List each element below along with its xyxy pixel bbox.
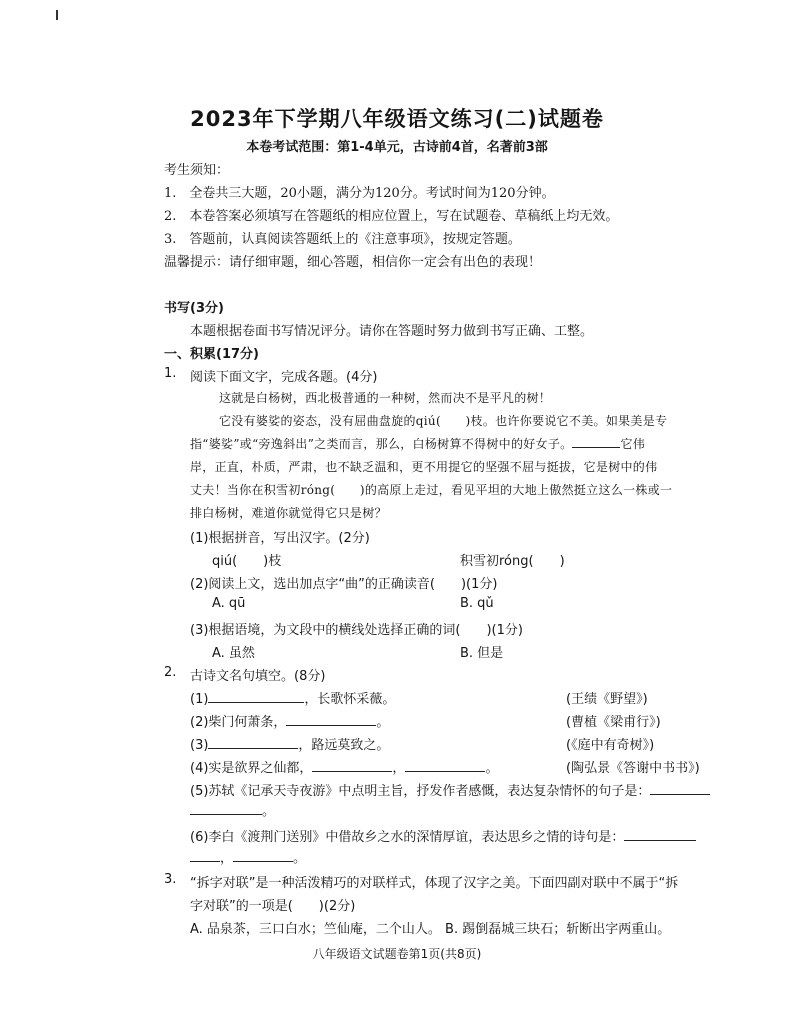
q2-blank-4a[interactable] — [312, 759, 392, 772]
q2-line-4 — [190, 757, 498, 776]
q2-blank-6c[interactable] — [233, 849, 293, 862]
q2-line-3 — [190, 734, 389, 753]
q2-line-6-comma: ， — [220, 851, 234, 866]
q2-line-2-end: 。 — [376, 715, 390, 730]
section1-heading: 一、积累(17分) — [164, 347, 259, 362]
q2-line-5-text: (5)苏轼《记承天寺夜游》中点明主旨，抒发作者感慨，表达复杂情怀的句子是： — [190, 784, 651, 799]
passage-line-4: 岸，正直，朴质，严肃，也不缺乏温和，更不用提它的坚强不屈与挺拔，它是树中的伟 — [190, 460, 658, 474]
q2-source-1: (王绩《野望》) — [566, 692, 648, 707]
q2-line-3-text: ，路远莫致之。 — [298, 738, 390, 753]
q1-sub3-option-b[interactable]: B. 但是 — [460, 646, 504, 661]
q2-line-4-comma: ， — [392, 761, 406, 776]
q2-stem: 古诗文名句填空。(8分) — [190, 669, 326, 684]
q2-source-2: (曹植《梁甫行》) — [566, 715, 661, 730]
passage-blank[interactable] — [572, 435, 620, 448]
q2-number: 2. — [164, 665, 177, 680]
exam-scope: 本卷考试范围：第1-4单元，古诗前4首，名著前3部 — [246, 140, 548, 155]
q2-line-4-text: (4)实是欲界之仙都， — [190, 761, 313, 776]
writing-text: 本题根据卷面书写情况评分。请你在答题时努力做到书写正确、工整。 — [190, 324, 594, 339]
q3-line-1: “拆字对联”是一种活泼精巧的对联样式，体现了汉字之美。下面四副对联中不属于“拆 — [190, 876, 679, 891]
q2-source-3: (《庭中有奇树》) — [566, 738, 655, 753]
page-title: 2023年下学期八年级语文练习(二)试题卷 — [190, 107, 604, 131]
q2-line-6 — [190, 826, 696, 845]
notice-item-2: 2. 本卷答案必须填写在答题纸的相应位置上，写在试题卷、草稿纸上均无效。 — [164, 209, 619, 224]
q2-source-4: (陶弘景《答谢中书书》) — [566, 761, 700, 776]
q2-blank-3[interactable] — [208, 736, 298, 749]
q3-line-2: 字对联”的一项是( )(2分) — [190, 899, 356, 914]
notice-item-3: 3. 答题前，认真阅读答题纸上的《注意事项》，按规定答题。 — [164, 232, 521, 247]
q1-sub2-option-a[interactable]: A. qū — [212, 596, 246, 611]
q2-line-2-text: (2)柴门何萧条， — [190, 715, 287, 730]
q2-line-2 — [190, 711, 389, 730]
q1-sub2: (2)阅读上文，选出加点字“曲”的正确读音( )(1分) — [190, 577, 498, 592]
q2-line-1-label: (1) — [190, 692, 209, 707]
q2-blank-2[interactable] — [286, 713, 376, 726]
passage-line-3-text: 指“婆娑”或“旁逸斜出”之类而言，那么，白杨树算不得树中的好女子。 — [190, 437, 573, 451]
q1-sub1-a[interactable]: qiú( )枝 — [212, 554, 282, 569]
passage-line-5: 丈夫！当你在积雪初róng( )的高原上走过，看见平坦的大地上傲然挺立这么一株或一 — [190, 483, 673, 497]
q1-sub1-b[interactable]: 积雪初róng( ) — [460, 554, 565, 569]
q1-number: 1. — [164, 366, 177, 381]
q2-line-6-cont — [190, 847, 306, 866]
notice-item-1: 1. 全卷共三大题，20小题，满分为120分。考试时间为120分钟。 — [164, 186, 555, 201]
q2-line-4-end: 。 — [485, 761, 499, 776]
q3-number: 3. — [164, 872, 177, 887]
q2-line-6-text: (6)李白《渡荆门送别》中借故乡之水的深情厚谊，表达思乡之情的诗句是： — [190, 830, 625, 845]
passage-line-3-end: 它伟 — [620, 437, 646, 451]
q2-line-5-end: 。 — [262, 804, 276, 819]
q3-options[interactable]: A. 品泉茶，三口白水；竺仙庵，二个山人。 B. 踢倒磊城三块石；斩断出字两重山。 — [190, 922, 671, 937]
q1-stem: 阅读下面文字，完成各题。(4分) — [190, 370, 378, 385]
writing-heading: 书写(3分) — [164, 301, 224, 316]
page-footer: 八年级语文试题卷第1页(共8页) — [312, 947, 482, 961]
notice-heading: 考生须知： — [164, 163, 230, 178]
q2-line-3-label: (3) — [190, 738, 209, 753]
passage-line-3 — [190, 435, 645, 452]
q2-blank-6a[interactable] — [624, 828, 696, 841]
q2-blank-1[interactable] — [208, 690, 304, 703]
q2-line-5 — [190, 780, 710, 799]
passage-line-1: 这就是白杨树，西北极普通的一种树，然而决不是平凡的树！ — [219, 391, 552, 405]
q2-blank-4b[interactable] — [405, 759, 485, 772]
warm-tip: 温馨提示：请仔细审题，细心答题，相信你一定会有出色的表现！ — [164, 255, 542, 270]
q2-blank-5a[interactable] — [650, 782, 710, 795]
q1-sub3-option-a[interactable]: A. 虽然 — [212, 646, 255, 661]
q1-sub2-option-b[interactable]: B. qǔ — [460, 596, 494, 611]
q2-line-1 — [190, 688, 395, 707]
q1-sub3: (3)根据语境，为文段中的横线处选择正确的词( )(1分) — [190, 623, 523, 638]
passage-line-6: 排白杨树，难道你就觉得它只是树？ — [190, 506, 387, 520]
passage-line-2: 它没有婆娑的姿态，没有屈曲盘旋的qiú( )枝。也许你要说它不美。如果美是专 — [219, 414, 668, 428]
q1-sub1: (1)根据拼音，写出汉字。(2分) — [190, 531, 370, 546]
q2-line-6-end: 。 — [293, 851, 307, 866]
q2-line-5-cont — [190, 800, 275, 819]
q2-line-1-text: ，长歌怀采薇。 — [304, 692, 396, 707]
scan-mark — [56, 10, 58, 20]
q2-blank-5b[interactable] — [190, 802, 262, 815]
q2-blank-6b[interactable] — [190, 849, 220, 862]
